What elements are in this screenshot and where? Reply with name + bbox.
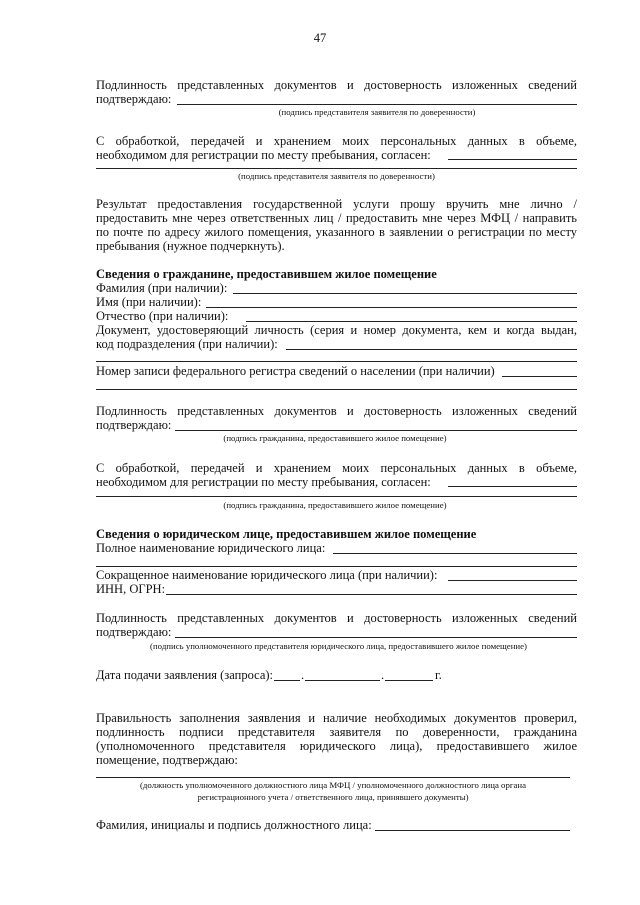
citizen-id-document-line1: Документ, удостоверяющий личность (серия и номер документа, кем и когда выдан, (96, 323, 577, 337)
legal-short-name-field[interactable] (448, 580, 577, 581)
legal-section-heading: Сведения о юридическом лице, предоставившем жилое помещение (96, 527, 477, 541)
rep-consent-signature-caption: (подпись представителя заявителя по доверенности) (238, 171, 435, 181)
official-position-line[interactable] (96, 777, 570, 778)
date-year-suffix: г. (435, 668, 442, 682)
official-position-caption-line2: регистрационного учета / ответственного лица, принявшего документы) (197, 792, 469, 802)
result-text-line3: по почте по адресу жилого помещения, указанного в заявлении о регистрации по месту (96, 225, 577, 239)
verification-text-line4: помещение, подтверждаю: (96, 753, 238, 767)
date-year-field[interactable] (385, 680, 433, 681)
legal-short-name-label: Сокращенное наименование юридического лица (при наличии): (96, 568, 438, 582)
citizen-consent-signature-line[interactable] (96, 496, 577, 497)
rep-consent-short-line[interactable] (448, 159, 577, 160)
citizen-section-heading: Сведения о гражданине, предоставившем жилое помещение (96, 267, 437, 281)
citizen-auth-signature-line[interactable] (175, 430, 577, 431)
legal-inn-ogrn-field[interactable] (166, 594, 577, 595)
legal-auth-signature-caption: (подпись уполномоченного представителя юридического лица, предоставившего жилое помещение) (150, 641, 527, 651)
official-name-signature-label: Фамилия, инициалы и подпись должностного лица: (96, 818, 372, 832)
citizen-patronymic-label: Отчество (при наличии): (96, 309, 229, 323)
date-separator-1: . (301, 668, 305, 682)
verification-text-line1: Правильность заполнения заявления и наличие необходимых документов проверил, (96, 711, 577, 725)
result-text-line1: Результат предоставления государственной услуги прошу вручить мне лично / (96, 197, 577, 211)
official-position-caption-line1: (должность уполномоченного должностного лица МФЦ / уполномоченного должностного лица органа (140, 780, 526, 790)
citizen-consent-text-line1: С обработкой, передачей и хранением моих персональных данных в объеме, (96, 461, 577, 475)
citizen-name-field[interactable] (206, 307, 577, 308)
citizen-register-top-line[interactable] (96, 361, 577, 362)
rep-consent-text-line1: С обработкой, передачей и хранением моих персональных данных в объеме, (96, 134, 577, 148)
citizen-consent-signature-caption: (подпись гражданина, предоставившего жилое помещение) (223, 500, 447, 510)
citizen-auth-signature-caption: (подпись гражданина, предоставившего жилое помещение) (223, 433, 447, 443)
rep-consent-signature-line[interactable] (96, 168, 577, 169)
citizen-register-field[interactable] (502, 376, 577, 377)
official-name-signature-field[interactable] (375, 830, 570, 831)
legal-auth-text-line1: Подлинность представленных документов и достоверность изложенных сведений (96, 611, 577, 625)
date-day-field[interactable] (274, 680, 300, 681)
legal-auth-signature-line[interactable] (175, 637, 577, 638)
citizen-id-document-line2: код подразделения (при наличии): (96, 337, 278, 351)
rep-consent-text-line2: необходимом для регистрации по месту пребывания, согласен: (96, 148, 431, 162)
result-text-line2: предоставить мне через ответственных лиц / предоставить мне через МФЦ / направить (96, 211, 577, 225)
legal-full-name-field[interactable] (333, 553, 577, 554)
verification-text-line2: подлинность подписи представителя заявителя по доверенности, гражданина (96, 725, 577, 739)
result-text-line4: пребывания (нужное подчеркнуть). (96, 239, 285, 253)
citizen-consent-short-line[interactable] (448, 486, 577, 487)
application-date-label: Дата подачи заявления (запроса): (96, 668, 274, 682)
citizen-auth-text-line2: подтверждаю: (96, 418, 172, 432)
citizen-id-document-field[interactable] (286, 349, 577, 350)
citizen-consent-text-line2: необходимом для регистрации по месту пребывания, согласен: (96, 475, 431, 489)
page-number: 47 (313, 31, 327, 45)
legal-auth-text-line2: подтверждаю: (96, 625, 172, 639)
date-month-field[interactable] (305, 680, 380, 681)
rep-auth-signature-line[interactable] (177, 104, 577, 105)
verification-text-line3: (уполномоченного представителя юридического лица), предоставившего жилое (96, 739, 577, 753)
rep-auth-text-line2: подтверждаю: (96, 92, 172, 106)
citizen-surname-label: Фамилия (при наличии): (96, 281, 228, 295)
date-separator-2: . (381, 668, 385, 682)
citizen-register-label: Номер записи федерального регистра сведений о населении (при наличии) (96, 364, 495, 378)
legal-inn-ogrn-label: ИНН, ОГРН: (96, 582, 166, 596)
legal-full-name-label: Полное наименование юридического лица: (96, 541, 326, 555)
legal-full-name-extra-line[interactable] (96, 566, 577, 567)
citizen-name-label: Имя (при наличии): (96, 295, 202, 309)
citizen-register-extra-line[interactable] (96, 389, 577, 390)
rep-auth-signature-caption: (подпись представителя заявителя по доверенности) (278, 107, 476, 117)
rep-auth-text-line1: Подлинность представленных документов и достоверность изложенных сведений (96, 78, 577, 92)
citizen-surname-field[interactable] (233, 293, 577, 294)
citizen-auth-text-line1: Подлинность представленных документов и достоверность изложенных сведений (96, 404, 577, 418)
citizen-patronymic-field[interactable] (246, 321, 577, 322)
